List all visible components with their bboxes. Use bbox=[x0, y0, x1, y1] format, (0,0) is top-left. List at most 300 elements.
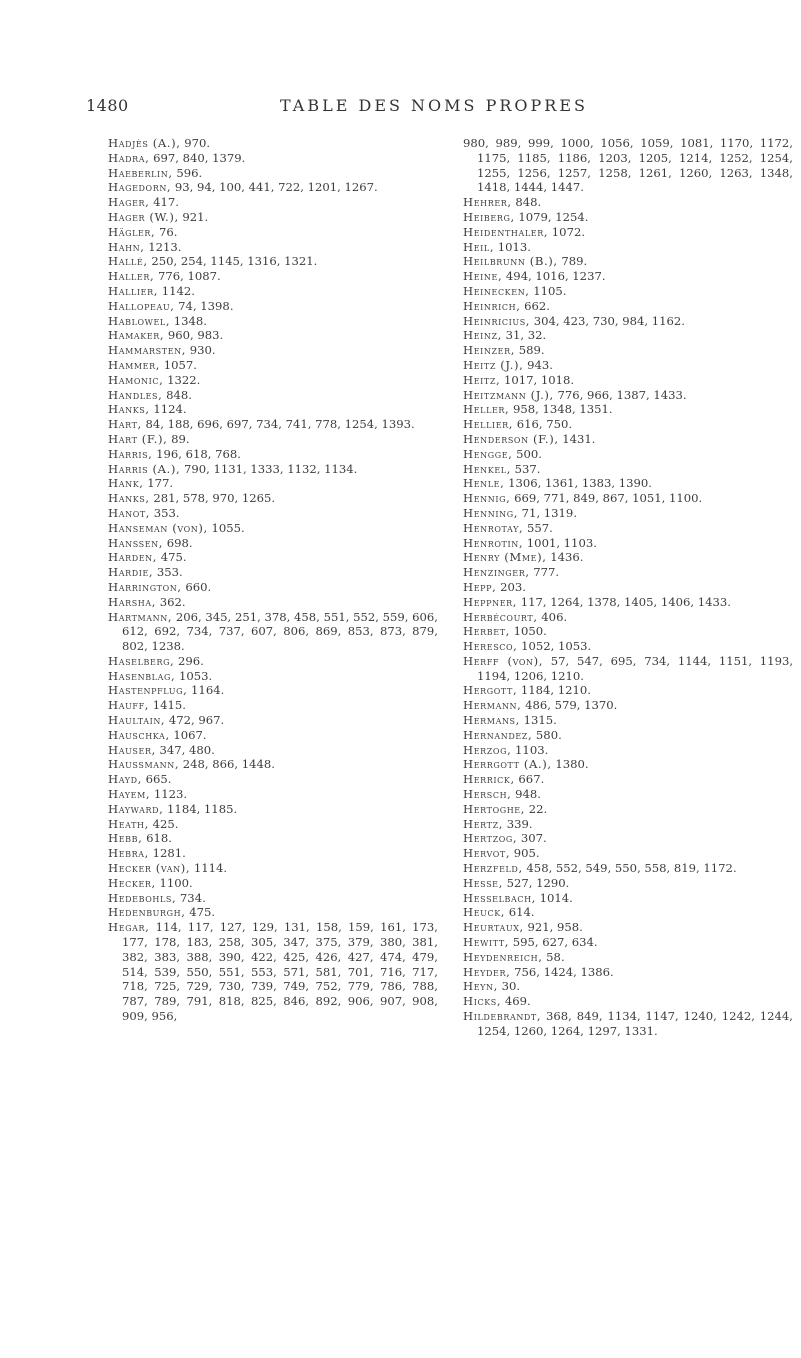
index-entry bbox=[108, 447, 438, 462]
entry-page-refs: 1184, 1185. bbox=[163, 801, 238, 816]
index-entry bbox=[108, 462, 438, 477]
index-entry bbox=[463, 891, 793, 906]
entry-page-refs: 1013. bbox=[494, 239, 531, 254]
entry-page-refs: 58. bbox=[542, 949, 565, 964]
entry-name: Harrington, bbox=[108, 579, 182, 594]
index-entry bbox=[108, 772, 438, 787]
entry-name: Hebb, bbox=[108, 831, 143, 846]
index-entry bbox=[463, 299, 793, 314]
entry-page-refs: 1415. bbox=[149, 698, 186, 713]
entry-name: Hecker (van), bbox=[108, 861, 191, 876]
index-entry bbox=[108, 861, 438, 876]
entry-page-refs: 734. bbox=[176, 890, 206, 905]
entry-name: Heurtaux, bbox=[463, 920, 524, 935]
entry-page-refs: 1124. bbox=[149, 402, 187, 417]
index-entry bbox=[463, 698, 793, 713]
entry-page-refs: 368, 849, 1134, 1147, 1240, 1242, 1244, 1254, 1260, 1264, 1297, 1331. bbox=[477, 1009, 793, 1038]
entry-page-refs: 475. bbox=[185, 905, 216, 920]
entry-page-refs: 281, 578, 970, 1265. bbox=[149, 491, 276, 506]
entry-name: Hallé, bbox=[108, 254, 148, 269]
index-entry bbox=[463, 994, 793, 1009]
entry-name: Hanseman (von), bbox=[108, 520, 208, 535]
index-entry bbox=[108, 831, 438, 846]
entry-page-refs: 304, 423, 730, 984, 1162. bbox=[530, 313, 685, 328]
entry-name: Hertzog, bbox=[463, 831, 518, 846]
entry-page-refs: 74, 1398. bbox=[174, 298, 234, 313]
entry-page-refs: 789. bbox=[557, 254, 588, 269]
index-entry bbox=[108, 343, 438, 358]
index-entry bbox=[463, 521, 793, 536]
entry-page-refs: 406. bbox=[537, 609, 568, 624]
entry-page-refs: 776, 1087. bbox=[154, 269, 221, 284]
entry-page-refs: 89. bbox=[167, 431, 190, 446]
entry-page-refs: 1213. bbox=[144, 239, 182, 254]
index-entry bbox=[463, 595, 793, 610]
entry-name: Handles, bbox=[108, 387, 163, 402]
index-entry bbox=[463, 462, 793, 477]
index-entry bbox=[463, 476, 793, 491]
entry-page-refs: 1052, 1053. bbox=[517, 639, 592, 654]
entry-name: Heitz (J.), bbox=[463, 357, 524, 372]
index-entry bbox=[108, 536, 438, 551]
entry-page-refs: 790, 1131, 1333, 1132, 1134. bbox=[180, 461, 358, 476]
index-entry bbox=[108, 476, 438, 491]
entry-page-refs: 614. bbox=[505, 905, 535, 920]
entry-page-refs: 307. bbox=[517, 831, 547, 846]
entry-name: Hasenblag, bbox=[108, 668, 176, 683]
entry-name: Hastenpflug, bbox=[108, 683, 188, 698]
entry-name: Hennig, bbox=[463, 491, 511, 506]
index-entry bbox=[108, 713, 438, 728]
entry-name: Hank, bbox=[108, 476, 144, 491]
entry-page-refs: 665. bbox=[141, 772, 172, 787]
index-entry bbox=[463, 846, 793, 861]
entry-page-refs: 1184, 1210. bbox=[517, 683, 591, 698]
index-entry bbox=[108, 891, 438, 906]
entry-name: Hesse, bbox=[463, 875, 503, 890]
entry-page-refs: 22. bbox=[525, 801, 548, 816]
entry-name: Hart (F.), bbox=[108, 431, 168, 446]
index-entry bbox=[463, 536, 793, 551]
entry-page-refs: 57, 547, 695, 734, 1144, 1151, 1193, 1194, 1206, 1210. bbox=[477, 653, 794, 683]
entry-page-refs: 1142. bbox=[158, 283, 195, 298]
entry-name: Heilbrunn (B.), bbox=[463, 254, 558, 269]
index-entry bbox=[463, 447, 793, 462]
index-entry bbox=[463, 269, 793, 284]
entry-name: Hanot, bbox=[108, 505, 151, 520]
entry-page-refs: 353. bbox=[153, 565, 183, 580]
index-entry bbox=[463, 254, 793, 269]
index-entry bbox=[108, 210, 438, 225]
entry-name: Hellier, bbox=[463, 417, 514, 432]
entry-name: Hanks, bbox=[108, 491, 150, 506]
entry-name: Hertz, bbox=[463, 816, 504, 831]
entry-page-refs: 905. bbox=[510, 846, 540, 861]
entry-name: Harsha, bbox=[108, 594, 157, 609]
index-entry bbox=[108, 506, 438, 521]
entry-page-refs: 921, 958. bbox=[523, 920, 583, 935]
index-entry bbox=[463, 402, 793, 417]
index-entry bbox=[108, 358, 438, 373]
entry-page-refs: 527, 1290. bbox=[502, 875, 570, 890]
entry-name: Hildebrandt, bbox=[463, 1009, 542, 1024]
entry-page-refs: 1306, 1361, 1383, 1390. bbox=[504, 476, 652, 491]
entry-name: Haultain, bbox=[108, 713, 166, 728]
index-entry bbox=[463, 920, 793, 935]
entry-name: Hardie, bbox=[108, 565, 154, 580]
index-entry bbox=[463, 950, 793, 965]
entry-name: Henle, bbox=[463, 476, 505, 491]
index-entry bbox=[108, 669, 438, 684]
index-entry bbox=[108, 240, 438, 255]
index-entry bbox=[463, 491, 793, 506]
entry-page-refs: 31, 32. bbox=[501, 328, 547, 343]
entry-name: Hamaker, bbox=[108, 328, 165, 343]
index-entry bbox=[108, 846, 438, 861]
entry-name: Heil, bbox=[463, 239, 495, 254]
entry-name: Hanssen, bbox=[108, 535, 164, 550]
entry-name: Henzinger, bbox=[463, 565, 530, 580]
index-entry bbox=[108, 802, 438, 817]
index-entry bbox=[463, 314, 793, 329]
entry-page-refs: 662. bbox=[520, 298, 550, 313]
entry-name: Henry (Mme), bbox=[463, 550, 547, 565]
entry-name: Herff (von), bbox=[463, 653, 543, 668]
entry-page-refs: 1067. bbox=[169, 727, 207, 742]
entry-page-refs: 660. bbox=[181, 579, 212, 594]
entry-page-refs: 1050. bbox=[509, 624, 547, 639]
entry-page-refs: 347, 480. bbox=[155, 742, 215, 757]
entry-page-refs: 1105. bbox=[529, 283, 567, 298]
entry-name: Hayward, bbox=[108, 801, 164, 816]
index-entry bbox=[108, 195, 438, 210]
entry-page-refs: 196, 618, 768. bbox=[152, 446, 241, 461]
entry-page-refs: 537. bbox=[510, 461, 541, 476]
index-entry bbox=[463, 550, 793, 565]
entry-name: Heidenthaler, bbox=[463, 224, 549, 239]
entry-page-refs: 596. bbox=[172, 165, 203, 180]
index-entry bbox=[463, 817, 793, 832]
entry-name: Hehrer, bbox=[463, 195, 512, 210]
index-entry bbox=[463, 639, 793, 654]
index-entry bbox=[108, 432, 438, 447]
entry-name: Haller, bbox=[108, 269, 155, 284]
index-entry bbox=[463, 358, 793, 373]
entry-page-refs: 1123. bbox=[150, 787, 188, 802]
entry-name: Heyder, bbox=[463, 964, 511, 979]
entry-page-refs: 1100. bbox=[155, 875, 193, 890]
entry-page-refs: 948. bbox=[511, 787, 541, 802]
entry-name: Herzog, bbox=[463, 742, 512, 757]
entry-page-refs: 848. bbox=[162, 387, 192, 402]
entry-name: Hergott, bbox=[463, 683, 518, 698]
index-entry bbox=[463, 432, 793, 447]
entry-page-refs: 1380. bbox=[551, 757, 589, 772]
index-entry bbox=[463, 905, 793, 920]
entry-name: Heuck, bbox=[463, 905, 506, 920]
entry-page-refs: 93, 94, 100, 441, 722, 1201, 1267. bbox=[171, 180, 378, 195]
entry-name: Hersch, bbox=[463, 787, 512, 802]
entry-name: Hager (W.), bbox=[108, 209, 179, 224]
entry-name: Hermann, bbox=[463, 698, 522, 713]
index-entry bbox=[463, 580, 793, 595]
entry-name: Heinecken, bbox=[463, 283, 530, 298]
index-entry bbox=[108, 328, 438, 343]
entry-name: Harris (A.), bbox=[108, 461, 181, 476]
entry-page-refs: 958, 1348, 1351. bbox=[509, 402, 613, 417]
entry-page-refs: 1436. bbox=[546, 550, 584, 565]
entry-name: Hegar, bbox=[108, 920, 150, 935]
index-entry bbox=[108, 580, 438, 595]
entry-page-refs: 776, 966, 1387, 1433. bbox=[553, 387, 687, 402]
entry-page-refs: 1079, 1254. bbox=[514, 209, 589, 224]
entry-name: Heller, bbox=[463, 402, 510, 417]
entry-page-refs: 1315. bbox=[519, 713, 557, 728]
entry-page-refs: 960, 983. bbox=[164, 328, 224, 343]
entry-page-refs: 756, 1424, 1386. bbox=[510, 964, 614, 979]
entry-name: Heinrich, bbox=[463, 298, 521, 313]
entry-page-refs: 970. bbox=[180, 136, 211, 150]
entry-page-refs: 667. bbox=[514, 772, 545, 787]
entry-page-refs: 71, 1319. bbox=[518, 505, 577, 520]
index-entry bbox=[108, 225, 438, 240]
entry-name: Hart, bbox=[108, 417, 142, 432]
index-entry bbox=[108, 402, 438, 417]
entry-page-refs: 943. bbox=[523, 357, 553, 372]
index-entry bbox=[463, 935, 793, 950]
entry-name: Hägler, bbox=[108, 224, 156, 239]
entry-page-refs: 339. bbox=[503, 816, 533, 831]
index-entry bbox=[463, 328, 793, 343]
index-column-left bbox=[108, 136, 438, 1024]
entry-name: Hayem, bbox=[108, 787, 151, 802]
entry-page-refs: 353. bbox=[150, 505, 180, 520]
entry-name: Hallopeau, bbox=[108, 298, 175, 313]
entry-name: Hermans, bbox=[463, 713, 520, 728]
entry-name: Hengge, bbox=[463, 446, 513, 461]
index-entry bbox=[463, 373, 793, 388]
index-entry bbox=[108, 565, 438, 580]
entry-page-refs: 203. bbox=[496, 579, 526, 594]
entry-page-refs: 1014. bbox=[535, 890, 573, 905]
index-column-right bbox=[463, 136, 793, 1039]
entry-name: Heine, bbox=[463, 269, 503, 284]
index-entry bbox=[108, 683, 438, 698]
index-entry bbox=[108, 595, 438, 610]
entry-name: Heydenreich, bbox=[463, 949, 543, 964]
entry-page-refs: 30. bbox=[497, 979, 521, 994]
index-entry bbox=[463, 565, 793, 580]
entry-page-refs: 589. bbox=[515, 343, 545, 358]
index-entry bbox=[108, 787, 438, 802]
running-title: TABLE DES NOMS PROPRES bbox=[280, 96, 588, 115]
index-entry bbox=[108, 905, 438, 920]
entry-name: Herrick, bbox=[463, 772, 515, 787]
index-entry bbox=[463, 610, 793, 625]
index-entry bbox=[108, 151, 438, 166]
index-entry bbox=[463, 728, 793, 743]
index-entry bbox=[463, 802, 793, 817]
entry-name: Hanks, bbox=[108, 402, 150, 417]
index-entry bbox=[463, 343, 793, 358]
entry-page-refs: 1114. bbox=[190, 861, 228, 876]
entry-name: Haussmann, bbox=[108, 757, 180, 772]
index-entry bbox=[108, 166, 438, 181]
entry-name: Hammarsten, bbox=[108, 343, 187, 358]
index-entry bbox=[108, 136, 438, 151]
entry-name: Hamonic, bbox=[108, 372, 164, 387]
entry-name: Hauser, bbox=[108, 742, 156, 757]
entry-name: Hablowel, bbox=[108, 313, 171, 328]
index-entry bbox=[463, 979, 793, 994]
entry-name: Hahn, bbox=[108, 239, 145, 254]
entry-page-refs: 206, 345, 251, 378, 458, 551, 552, 559, 606, 612, 692, 734, 737, 607, 806, 869, 853, 873, 879, 802, 1238. bbox=[122, 609, 438, 654]
index-entry bbox=[463, 757, 793, 772]
index-entry bbox=[463, 1009, 793, 1039]
entry-name: Hervot, bbox=[463, 846, 511, 861]
index-entry bbox=[463, 284, 793, 299]
entry-page-refs: 1431. bbox=[558, 431, 596, 446]
entry-name: Henrotin, bbox=[463, 535, 524, 550]
entry-page-refs: 1103. bbox=[511, 742, 549, 757]
index-entry bbox=[463, 388, 793, 403]
entry-name: Henrotay, bbox=[463, 520, 524, 535]
entry-name: Hadra, bbox=[108, 150, 150, 165]
entry-name: Herbet, bbox=[463, 624, 510, 639]
entry-page-refs: 417. bbox=[149, 195, 179, 210]
entry-name: Heitz, bbox=[463, 372, 501, 387]
entry-name: Hauschka, bbox=[108, 727, 170, 742]
entry-name: Haeberlin, bbox=[108, 165, 173, 180]
entry-page-refs: 469. bbox=[501, 994, 531, 1009]
entry-name: Herbécourt, bbox=[463, 609, 538, 624]
entry-name: Heitzmann (J.), bbox=[463, 387, 554, 402]
entry-page-refs: 425. bbox=[148, 816, 179, 831]
index-entry bbox=[463, 654, 793, 684]
entry-name: Hauff, bbox=[108, 698, 150, 713]
entry-page-refs: 1001, 1103. bbox=[523, 535, 597, 550]
entry-name: Hicks, bbox=[463, 994, 502, 1009]
entry-page-refs: 500. bbox=[512, 446, 542, 461]
index-entry bbox=[108, 314, 438, 329]
entry-page-refs: 777. bbox=[529, 565, 560, 580]
entry-name: Hallier, bbox=[108, 283, 159, 298]
entry-name: Harden, bbox=[108, 550, 158, 565]
entry-page-refs: 930. bbox=[186, 343, 216, 358]
index-entry bbox=[463, 743, 793, 758]
index-entry bbox=[463, 624, 793, 639]
entry-page-refs: 486, 579, 1370. bbox=[521, 698, 618, 713]
index-entry bbox=[108, 610, 438, 654]
index-entry bbox=[108, 284, 438, 299]
entry-page-refs: 697, 840, 1379. bbox=[149, 150, 246, 165]
entry-page-refs: 117, 1264, 1378, 1405, 1406, 1433. bbox=[517, 594, 731, 609]
entry-page-refs: 1348. bbox=[170, 313, 207, 328]
index-entry bbox=[108, 299, 438, 314]
entry-page-refs: 1281. bbox=[148, 846, 186, 861]
entry-name: Heath, bbox=[108, 816, 149, 831]
index-entry bbox=[108, 417, 438, 432]
entry-page-refs: 1053. bbox=[175, 668, 213, 683]
index-entry bbox=[463, 965, 793, 980]
entry-name: Henkel, bbox=[463, 461, 511, 476]
entry-page-refs: 1322. bbox=[163, 372, 201, 387]
entry-page-refs: 698. bbox=[163, 535, 193, 550]
entry-page-refs: 114, 117, 127, 129, 131, 158, 159, 161, 173, 177, 178, 183, 258, 305, 347, 375, 379, 380, 381, 382, 383, 388, 390, 422, 425, 426, 427, 474, 479, 514, 539, 550, 551, 553, 571, 581, 701, 716, 717, 718, 725, 729, 730, 739, 749, 752, 779, 786, 788, 787, 789, 791, 818, 825, 846, 892, 906, 907, 908, 909, 956, bbox=[122, 920, 438, 1024]
index-entry bbox=[463, 683, 793, 698]
entry-page-refs: 177. bbox=[143, 476, 174, 491]
entry-page-refs: 980, 989, 999, 1000, 1056, 1059, 1081, 1170, 1172, 1175, 1185, 1186, 1203, 1205, 1214, 1252, 1254, 1255, 1256, 1257, 1258, 1261, 1260, 1263, 1348, 1418, 1444, 1447. bbox=[463, 136, 793, 195]
entry-page-refs: 595, 627, 634. bbox=[509, 935, 598, 950]
entry-name: Hewitt, bbox=[463, 935, 510, 950]
index-entry bbox=[463, 787, 793, 802]
entry-name: Heinzer, bbox=[463, 343, 516, 358]
index-entry bbox=[463, 225, 793, 240]
entry-page-refs: 616, 750. bbox=[513, 417, 573, 432]
entry-page-refs: 248, 866, 1448. bbox=[179, 757, 275, 772]
index-entry bbox=[108, 654, 438, 669]
entry-name: Henning, bbox=[463, 505, 518, 520]
entry-name: Hertoghe, bbox=[463, 801, 526, 816]
index-entry bbox=[463, 861, 793, 876]
entry-name: Hedenburgh, bbox=[108, 905, 186, 920]
entry-name: Heinz, bbox=[463, 328, 502, 343]
entry-page-refs: 1164. bbox=[187, 683, 225, 698]
entry-page-refs: 362. bbox=[156, 594, 186, 609]
index-entry bbox=[108, 254, 438, 269]
entry-name: Herzfeld, bbox=[463, 861, 523, 876]
index-entry bbox=[108, 491, 438, 506]
index-entry bbox=[463, 240, 793, 255]
entry-name: Haselberg, bbox=[108, 653, 175, 668]
entry-name: Hartmann, bbox=[108, 609, 173, 624]
index-entry bbox=[108, 743, 438, 758]
index-entry bbox=[463, 417, 793, 432]
index-entry bbox=[108, 373, 438, 388]
entry-page-refs: 296. bbox=[174, 653, 204, 668]
entry-name: Hadjès (A.), bbox=[108, 136, 181, 150]
index-entry bbox=[463, 876, 793, 891]
index-entry bbox=[108, 728, 438, 743]
entry-name: Heyn, bbox=[463, 979, 498, 994]
index-entry bbox=[463, 831, 793, 846]
entry-name: Hesselbach, bbox=[463, 890, 536, 905]
entry-name: Hammer, bbox=[108, 357, 161, 372]
index-entry bbox=[108, 269, 438, 284]
index-entry bbox=[108, 698, 438, 713]
entry-name: Henderson (F.), bbox=[463, 431, 559, 446]
index-entry bbox=[108, 521, 438, 536]
entry-name: Harris, bbox=[108, 446, 153, 461]
entry-name: Hagedorn, bbox=[108, 180, 172, 195]
index-entry bbox=[463, 772, 793, 787]
entry-page-refs: 458, 552, 549, 550, 558, 819, 1172. bbox=[522, 861, 737, 876]
entry-page-refs: 76. bbox=[155, 224, 178, 239]
entry-page-refs: 1072. bbox=[548, 224, 586, 239]
entry-name: Hebra, bbox=[108, 846, 149, 861]
entry-page-refs: 494, 1016, 1237. bbox=[502, 269, 606, 284]
entry-name: Heinricius, bbox=[463, 313, 531, 328]
entry-name: Hernandez, bbox=[463, 727, 533, 742]
index-entry bbox=[463, 506, 793, 521]
index-entry bbox=[108, 180, 438, 195]
entry-page-refs: 472, 967. bbox=[165, 713, 225, 728]
index-entry bbox=[108, 550, 438, 565]
index-entry bbox=[463, 713, 793, 728]
entry-page-refs: 557. bbox=[523, 520, 553, 535]
entry-name: Hedebohls, bbox=[108, 890, 177, 905]
entry-page-refs: 84, 188, 696, 697, 734, 741, 778, 1254, 1393. bbox=[141, 417, 415, 432]
